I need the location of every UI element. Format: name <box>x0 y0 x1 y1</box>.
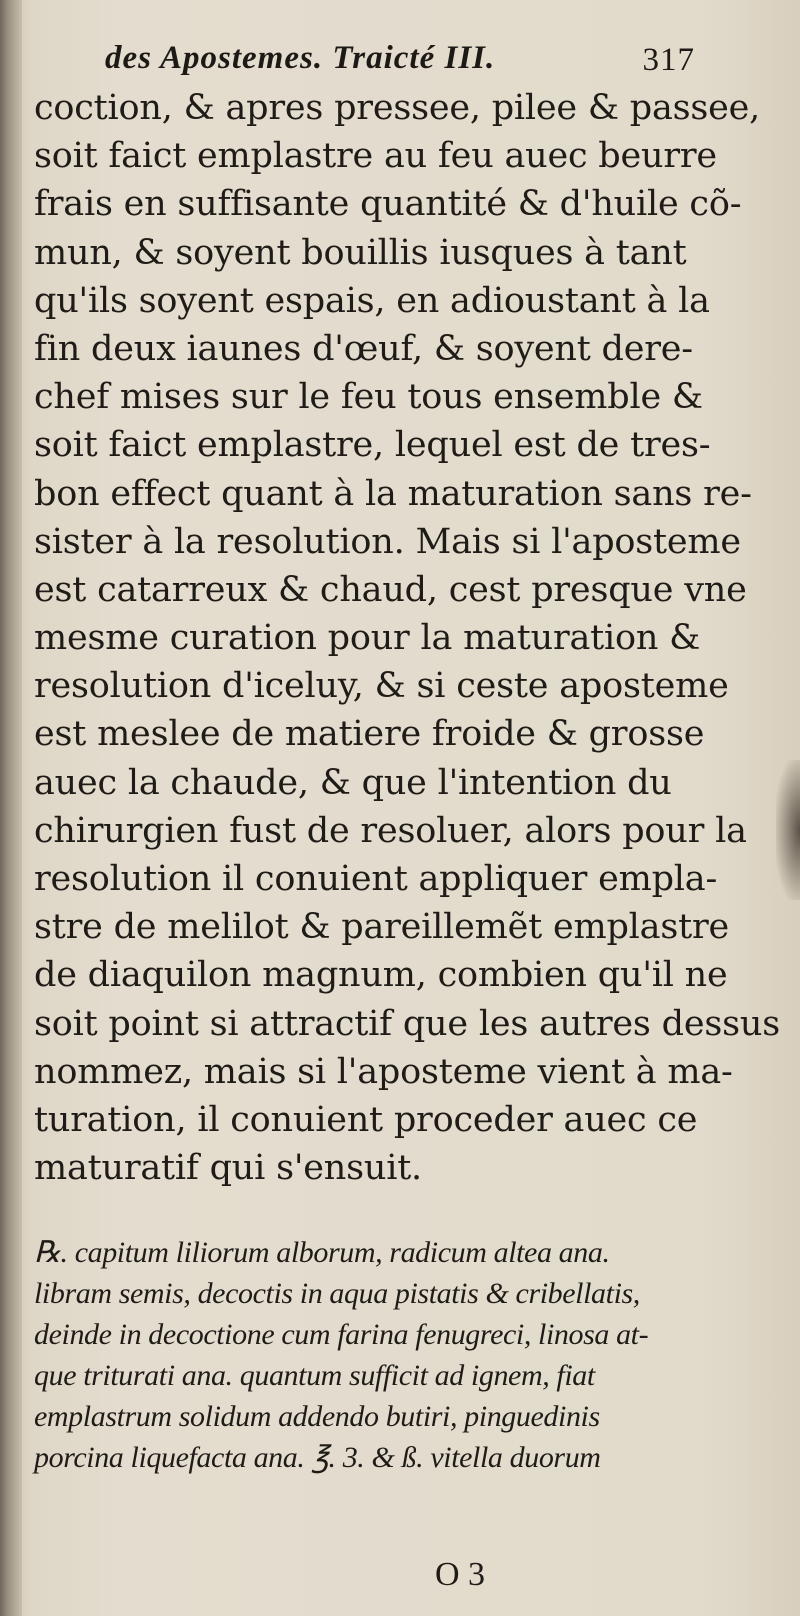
text-line: de diaquilon magnum, combien qu'il ne <box>34 955 728 996</box>
recipe-line: libram semis, decoctis in aqua pistatis & cribellatis, <box>34 1277 640 1310</box>
recipe-line: porcina liquefacta ana. ℥. 3. & ß. vitella duorum <box>34 1441 601 1474</box>
page-number: 317 <box>642 42 695 78</box>
text-line: mun, & soyent bouillis iusques à tant <box>34 232 687 273</box>
text-line: mesme curation pour la maturation & <box>34 618 701 659</box>
text-line: resolution d'iceluy, & si ceste aposteme <box>34 666 729 707</box>
text-line: coction, & apres pressee, pilee & passee, <box>34 88 761 128</box>
recipe-line: emplastrum solidum addendo butiri, pinguedinis <box>34 1400 600 1433</box>
text-line: fin deux iaunes d'œuf, & soyent dere- <box>34 328 693 369</box>
text-line: stre de melilot & pareillemẽt emplastre <box>34 907 730 948</box>
page-stain <box>776 760 800 900</box>
text-line: auec la chaude, & que l'intention du <box>34 762 672 803</box>
text-line: frais en suffisante quantité & d'huile cõ- <box>34 184 742 225</box>
recipe-block <box>34 1232 724 1478</box>
text-line: resolution il conuient appliquer empla- <box>34 859 718 899</box>
running-head <box>105 40 705 86</box>
recipe-line: ℞. capitum liliorum alborum, radicum altea ana. <box>34 1236 610 1269</box>
text-line: soit faict emplastre au feu auec beurre <box>34 136 717 177</box>
recipe-line: que triturati ana. quantum sufficit ad ignem, fiat <box>34 1359 595 1392</box>
text-line: turation, il conuient proceder auec ce <box>34 1099 698 1140</box>
text-line: maturatif qui s'ensuit. <box>34 1148 422 1189</box>
running-head-title: des Apostemes. Traicté III. <box>105 40 496 76</box>
text-line: chef mises sur le feu tous ensemble & <box>34 377 703 418</box>
text-line: est meslee de matiere froide & grosse <box>34 714 705 755</box>
signature-mark: O 3 <box>435 1556 486 1593</box>
text-line: qu'ils soyent espais, en adioustant à la <box>34 280 710 321</box>
text-line: bon effect quant à la maturation sans re- <box>34 473 752 514</box>
recipe-line: deinde in decoctione cum farina fenugreci, linosa at- <box>34 1318 649 1351</box>
body-text <box>34 84 780 1192</box>
text-line: soit point si attractif que les autres dessus <box>34 1003 780 1044</box>
binding-gutter <box>0 0 22 1616</box>
text-line: sister à la resolution. Mais si l'aposteme <box>34 521 741 562</box>
text-line: nommez, mais si l'aposteme vient à ma- <box>34 1051 733 1092</box>
text-line: chirurgien fust de resoluer, alors pour la <box>34 810 747 851</box>
text-line: soit faict emplastre, lequel est de tres- <box>34 425 711 466</box>
text-line: est catarreux & chaud, cest presque vne <box>34 569 747 610</box>
